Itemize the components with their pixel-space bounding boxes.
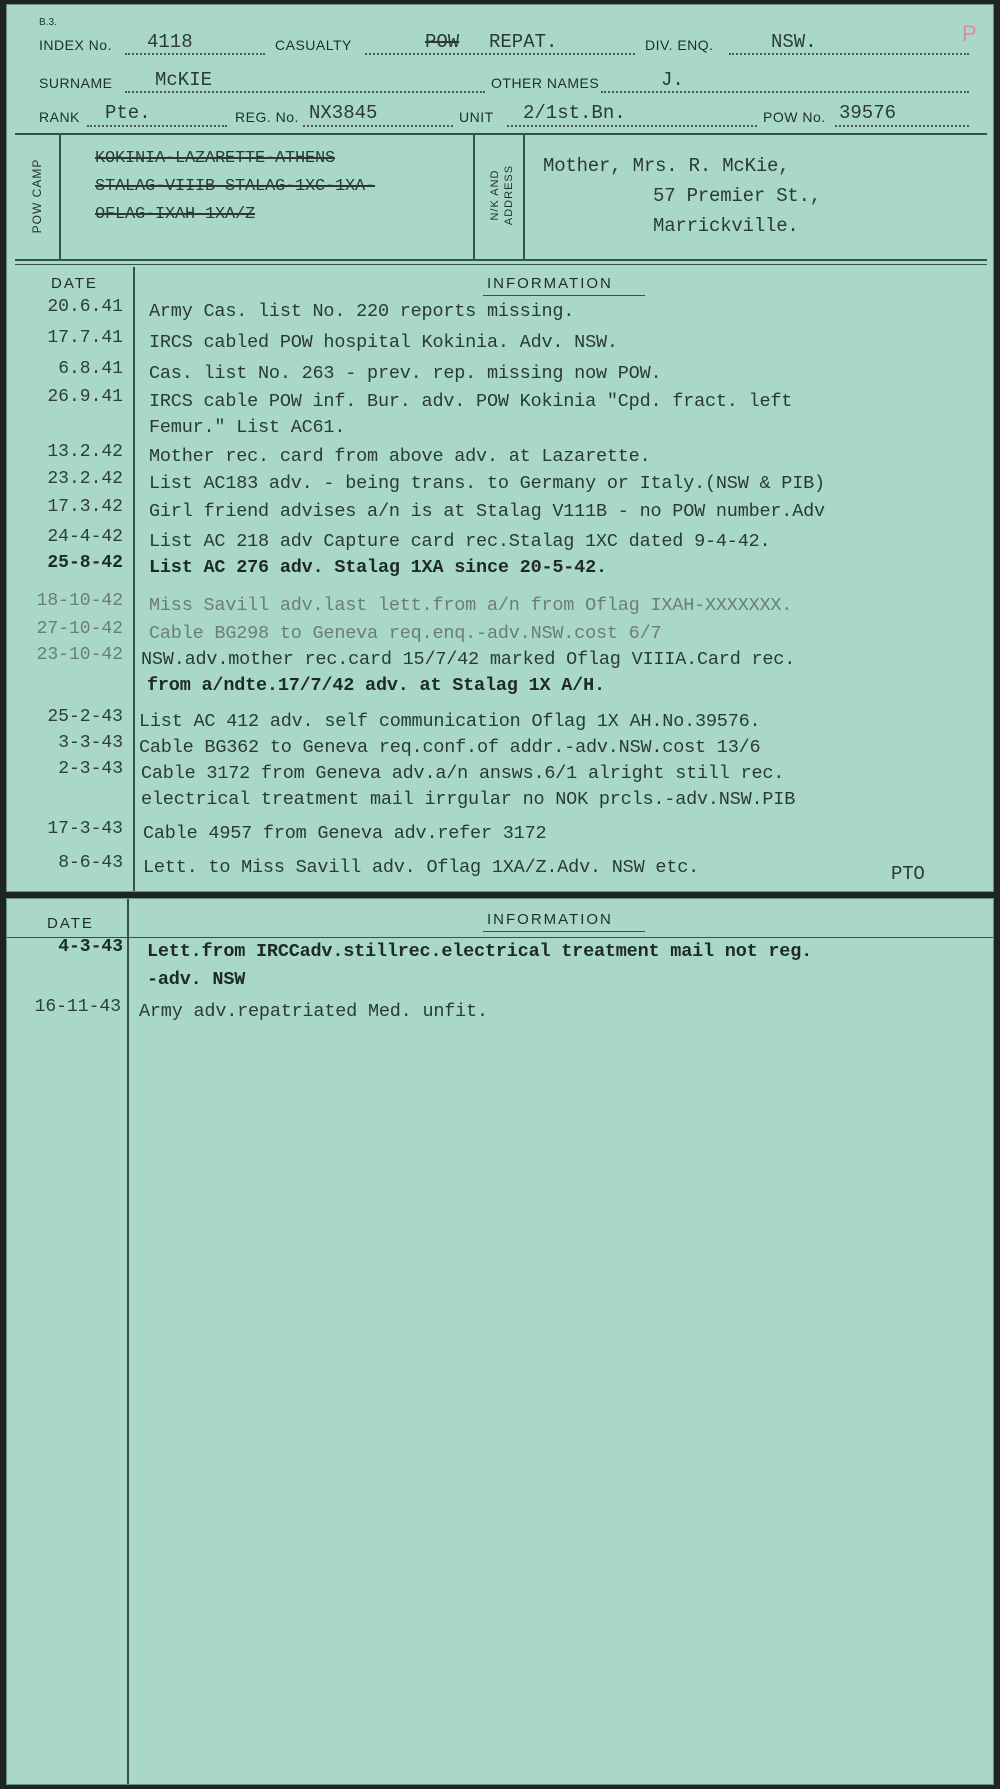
entry-info-16: Cable 4957 from Geneva adv.refer 3172 <box>143 823 547 844</box>
rank-dotline <box>87 125 227 127</box>
index-label: INDEX No. <box>39 37 112 53</box>
unit-value: 2/1st.Bn. <box>523 102 626 124</box>
info-header: INFORMATION <box>487 275 613 292</box>
div-enq-label: DIV. ENQ. <box>645 37 714 53</box>
info-header-2: INFORMATION <box>487 911 613 928</box>
entry-info-15b: electrical treatment mail irrgular no NOK prcls.-adv.NSW.PIB <box>141 789 796 810</box>
entry-date-13: 25-2-43 <box>47 707 123 727</box>
info-header-underline-2 <box>483 931 645 932</box>
corner-mark: P <box>962 21 977 46</box>
info-header-underline <box>483 295 645 296</box>
entry-date-11: 27-10-42 <box>36 619 123 639</box>
header-rule-2 <box>7 937 994 938</box>
entry-info-12a: NSW.adv.mother rec.card 15/7/42 marked Oflag VIIIA.Card rec. <box>141 649 796 670</box>
entry-date-b2: 16-11-43 <box>34 997 121 1017</box>
entry-info-17: Lett. to Miss Savill adv. Oflag 1XA/Z.Adv. NSW etc. <box>143 857 699 878</box>
nk-label-1: N/K AND <box>489 169 501 221</box>
entry-info-8: List AC 218 adv Capture card rec.Stalag 1XC dated 9-4-42. <box>149 531 771 552</box>
other-names-dotline <box>601 91 969 93</box>
nk-divider-left <box>473 135 475 259</box>
div-enq-value: NSW. <box>771 31 817 53</box>
entry-info-15a: Cable 3172 from Geneva adv.a/n answs.6/1 alright still rec. <box>141 763 785 784</box>
entry-date-7: 17.3.42 <box>47 497 123 517</box>
entry-info-10: Miss Savill adv.last lett.from a/n from Oflag IXAH-XXXXXXX. <box>149 595 793 616</box>
record-card-back <box>6 898 994 1785</box>
reg-no-dotline <box>303 125 453 127</box>
pow-camp-divider <box>59 135 61 259</box>
surname-dotline <box>125 91 485 93</box>
casualty-struck: POW <box>425 31 460 53</box>
entry-info-b2: Army adv.repatriated Med. unfit. <box>139 1001 488 1022</box>
entry-date-9: 25-8-42 <box>47 553 123 573</box>
entry-info-b1b: -adv. NSW <box>147 969 246 990</box>
entry-info-3: Cas. list No. 263 - prev. rep. missing now POW. <box>149 363 662 384</box>
nk-line-2: 57 Premier St., <box>653 185 822 207</box>
camp-line-3: OFLAG-IXAH 1XA/Z <box>95 205 256 224</box>
entry-info-9: List AC 276 adv. Stalag 1XA since 20-5-42. <box>149 557 607 578</box>
index-dotline <box>125 53 265 55</box>
rank-value: Pte. <box>105 102 151 124</box>
entry-date-15: 2-3-43 <box>58 759 123 779</box>
camp-line-2: STALAG-VIIIB STALAG-1XC-1XA- <box>95 177 376 196</box>
other-names-label: OTHER NAMES <box>491 75 600 91</box>
entry-date-2: 17.7.41 <box>47 328 123 348</box>
entry-date-1: 20.6.41 <box>47 297 123 317</box>
entry-date-6: 23.2.42 <box>47 469 123 489</box>
entry-date-16: 17-3-43 <box>47 819 123 839</box>
entry-date-3: 6.8.41 <box>58 359 123 379</box>
entry-date-5: 13.2.42 <box>47 442 123 462</box>
other-names-value: J. <box>661 69 684 91</box>
entry-info-11: Cable BG298 to Geneva req.enq.-adv.NSW.cost 6/7 <box>149 623 662 644</box>
reg-no-value: NX3845 <box>309 102 378 124</box>
entry-date-14: 3-3-43 <box>58 733 123 753</box>
date-column-divider <box>133 267 135 892</box>
entry-info-12b: from a/ndte.17/7/42 adv. at Stalag 1X A/H. <box>147 675 605 696</box>
reg-no-label: REG. No. <box>235 109 299 125</box>
entry-date-17: 8-6-43 <box>58 853 123 873</box>
record-card-front <box>6 4 994 892</box>
pto-mark: PTO <box>891 863 925 885</box>
entry-info-4a: IRCS cable POW inf. Bur. adv. POW Kokinia "Cpd. fract. left <box>149 391 793 412</box>
entry-date-10: 18-10-42 <box>36 591 123 611</box>
casualty-value: REPAT. <box>489 31 558 53</box>
entry-info-b1a: Lett.from IRCCadv.stillrec.electrical treatment mail not reg. <box>147 941 813 962</box>
date-column-divider-2 <box>127 899 129 1785</box>
entry-info-14: Cable BG362 to Geneva req.conf.of addr.-adv.NSW.cost 13/6 <box>139 737 761 758</box>
nk-line-3: Marrickville. <box>653 215 799 237</box>
entry-info-6: List AC183 adv. - being trans. to Germany or Italy.(NSW & PIB) <box>149 473 825 494</box>
entry-date-8: 24-4-42 <box>47 527 123 547</box>
entry-info-2: IRCS cabled POW hospital Kokinia. Adv. NSW. <box>149 332 618 353</box>
nk-label-2: ADDRESS <box>503 164 515 226</box>
header-rule-bottom <box>15 259 987 261</box>
surname-label: SURNAME <box>39 75 113 91</box>
camp-line-1: KOKINIA-LAZARETTE-ATHENS <box>95 149 336 168</box>
nk-divider-right <box>523 135 525 259</box>
surname-value: McKIE <box>155 69 213 91</box>
entry-info-4b: Femur." List AC61. <box>149 417 346 438</box>
rank-label: RANK <box>39 109 80 125</box>
unit-dotline <box>507 125 757 127</box>
entry-date-12: 23-10-42 <box>36 645 123 665</box>
header-rule-top <box>15 133 987 135</box>
entry-info-1: Army Cas. list No. 220 reports missing. <box>149 301 575 322</box>
entry-date-4: 26.9.41 <box>47 387 123 407</box>
div-enq-dotline <box>729 53 969 55</box>
form-code: B.3. <box>39 17 57 28</box>
entry-info-7: Girl friend advises a/n is at Stalag V111B - no POW number.Adv <box>149 501 825 522</box>
casualty-dotline <box>365 53 635 55</box>
nk-line-1: Mother, Mrs. R. McKie, <box>543 155 790 177</box>
casualty-label: CASUALTY <box>275 37 352 53</box>
entry-info-13: List AC 412 adv. self communication Oflag 1X AH.No.39576. <box>139 711 761 732</box>
pow-no-label: POW No. <box>763 109 826 125</box>
pow-no-dotline <box>835 125 969 127</box>
unit-label: UNIT <box>459 109 494 125</box>
date-header: DATE <box>51 275 98 292</box>
pow-camp-label: POW CAMP <box>30 158 44 234</box>
entry-date-b1: 4-3-43 <box>58 937 123 957</box>
entry-info-5: Mother rec. card from above adv. at Lazarette. <box>149 446 651 467</box>
header-rule-bottom-double <box>15 264 987 265</box>
index-value: 4118 <box>147 31 193 53</box>
date-header-2: DATE <box>47 915 94 932</box>
pow-no-value: 39576 <box>839 102 897 124</box>
